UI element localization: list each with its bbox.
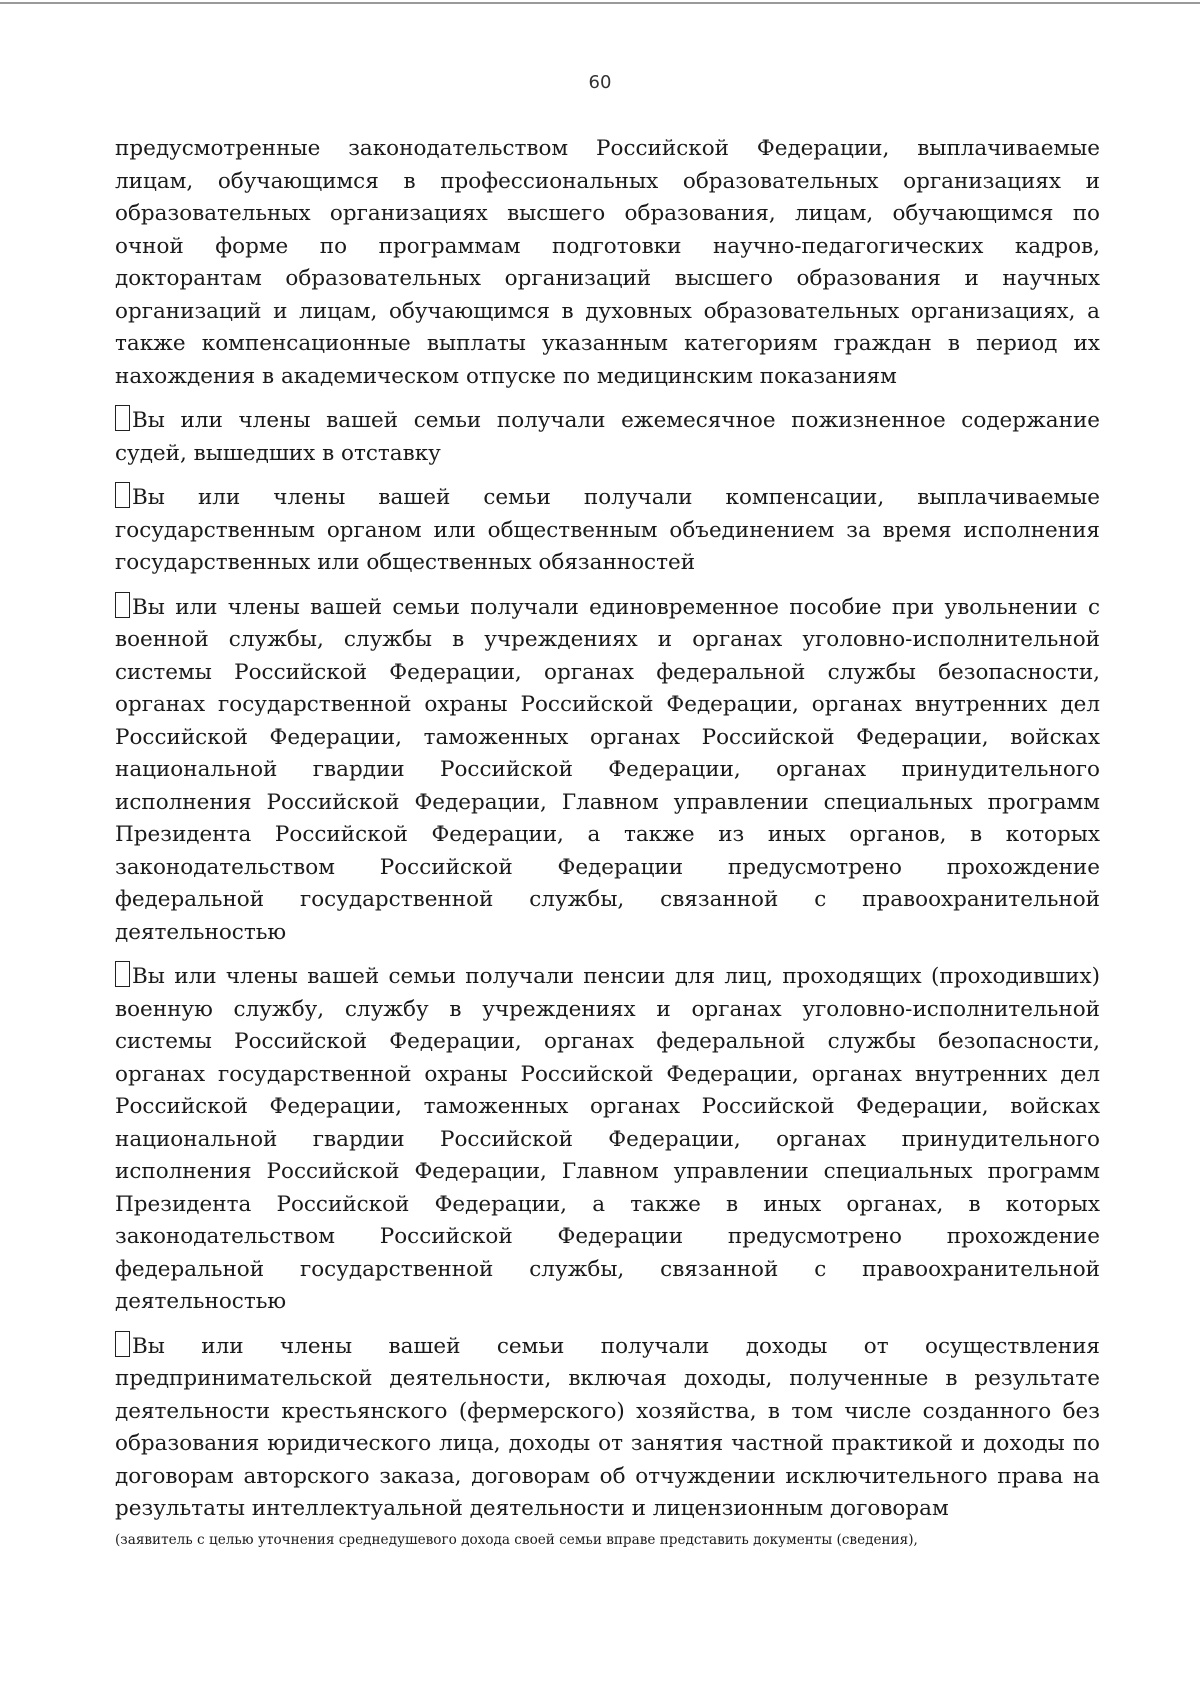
option-text: Вы или члены вашей семьи получали компенсации, выплачиваемые государственным органом или общественным объединением за время исполнения государственных или общественных обязанностей [115,485,1100,575]
document-body [115,133,1100,1550]
option-service-pensions [115,961,1100,1319]
checkbox[interactable] [115,1331,130,1357]
checkbox[interactable] [115,961,130,987]
option-judges-allowance [115,405,1100,470]
footnote-note: (заявитель с целью уточнения среднедушевого дохода своей семьи вправе представить документы (сведения), [115,1531,918,1548]
checkbox[interactable] [115,592,130,618]
intro-paragraph: предусмотренные законодательством Российской Федерации, выплачиваемые лицам, обучающимся в профессиональных образовательных организациях и образовательных организациях высшего образования, лицам, обучающимся по очной форме по программам подготовки научно-педагогических кадров, докторантам образовательных организаций высшего образования и научных организаций и лицам, обучающимся в духовных образовательных организациях, а также компенсационные выплаты указанным категориям граждан в период их нахождения в академическом отпуске по медицинским показаниям [115,136,1100,389]
option-public-duty-compensation [115,482,1100,580]
option-text: Вы или члены вашей семьи получали ежемесячное пожизненное содержание судей, вышедших в отставку [115,408,1100,466]
option-text: Вы или члены вашей семьи получали единовременное пособие при увольнении с военной службы, службы в учреждениях и органах уголовно-исполнительной системы Российской Федерации, органах федеральной службы безопасности, органах государственной охраны Российской Федерации, органах внутренних дел Российской Федерации, таможенных органах Российской Федерации, войсках национальной гвардии Российской Федерации, органах принудительного исполнения Российской Федерации, Главном управлении специальных программ Президента Российской Федерации, а также из иных органов, в которых законодательством Российской Федерации предусмотрено прохождение федеральной государственной службы, связанной с правоохранительной деятельностью [115,594,1100,945]
checkbox[interactable] [115,405,130,431]
option-text: Вы или члены вашей семьи получали пенсии для лиц, проходящих (проходивших) военную службу, службу в учреждениях и органах уголовно-исполнительной системы Российской Федерации, органах федеральной службы безопасности, органах государственной охраны Российской Федерации, органах внутренних дел Российской Федерации, таможенных органах Российской Федерации, войсках национальной гвардии Российской Федерации, органах принудительного исполнения Российской Федерации, Главном управлении специальных программ Президента Российской Федерации, а также в иных органах, в которых законодательством Российской Федерации предусмотрено прохождение федеральной государственной службы, связанной с правоохранительной деятельностью [115,964,1100,1314]
top-border-line [0,2,1200,4]
page-number: 60 [588,72,612,93]
checkbox[interactable] [115,482,130,508]
option-text: Вы или члены вашей семьи получали доходы от осуществления предпринимательской деятельности, включая доходы, полученные в результате деятельности крестьянского (фермерского) хозяйства, в том числе созданного без образования юридического лица, доходы от занятия частной практикой и доходы по договорам авторского заказа, договорам об отчуждении исключительного права на результаты интеллектуальной деятельности и лицензионным договорам [115,1333,1100,1521]
option-business-income [115,1331,1100,1526]
option-military-severance [115,592,1100,950]
